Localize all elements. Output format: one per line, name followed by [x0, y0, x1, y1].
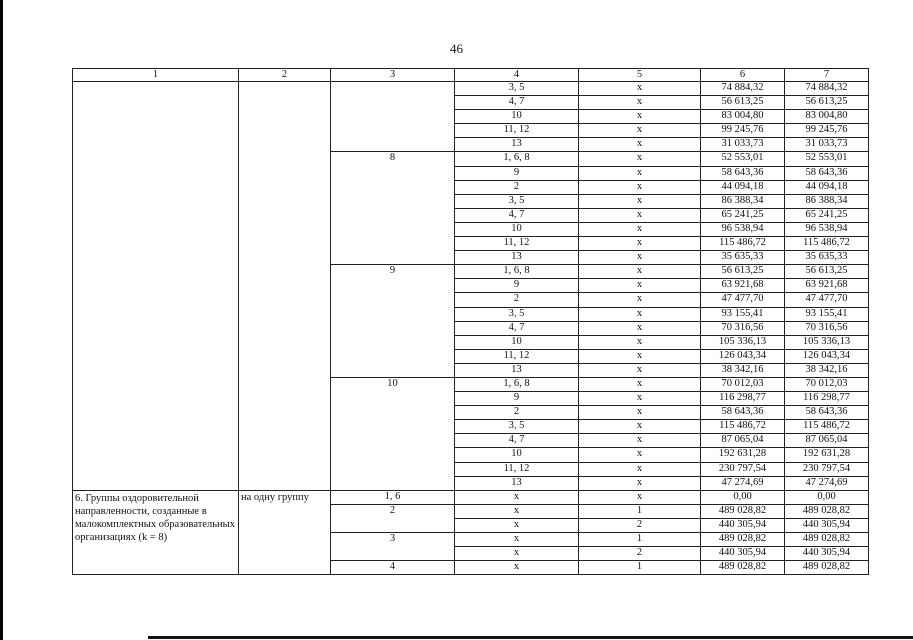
table-row: [73, 490, 869, 504]
cell-col6: 99 245,76: [701, 124, 785, 138]
cell-col4: 9: [455, 166, 579, 180]
cell-col5: 2: [579, 547, 701, 561]
cell-col6: 115 486,72: [701, 420, 785, 434]
cell-col7: 56 613,25: [785, 96, 869, 110]
cell-col6: 83 004,80: [701, 110, 785, 124]
cell-col4: 2: [455, 293, 579, 307]
cell-col3-empty: [331, 82, 455, 152]
cell-col7: 93 155,41: [785, 307, 869, 321]
cell-col6: 47 274,69: [701, 476, 785, 490]
cell-col6: 63 921,68: [701, 279, 785, 293]
cell-col5: 1: [579, 561, 701, 575]
cell-col5: 1: [579, 504, 701, 518]
cell-col6: 65 241,25: [701, 208, 785, 222]
cell-col6: 70 012,03: [701, 377, 785, 391]
cell-col6: 192 631,28: [701, 448, 785, 462]
cell-col5: x: [579, 476, 701, 490]
cell-col4: x: [455, 518, 579, 532]
cell-col5: x: [579, 194, 701, 208]
cell-col3: 9: [331, 265, 455, 378]
cell-col7: 70 316,56: [785, 321, 869, 335]
cell-col7: 489 028,82: [785, 561, 869, 575]
cell-col6: 96 538,94: [701, 222, 785, 236]
cell-col4: 3, 5: [455, 82, 579, 96]
cell-col5: x: [579, 392, 701, 406]
cell-col4: 4, 7: [455, 96, 579, 110]
cell-col5: x: [579, 265, 701, 279]
cell-col7: 52 553,01: [785, 152, 869, 166]
cell-col4: 1, 6, 8: [455, 377, 579, 391]
cell-col4: 3, 5: [455, 420, 579, 434]
cell-col7: 70 012,03: [785, 377, 869, 391]
cell-col3: 4: [331, 561, 455, 575]
cell-col6: 58 643,36: [701, 166, 785, 180]
cell-col4: 3, 5: [455, 194, 579, 208]
cell-col7: 35 635,33: [785, 251, 869, 265]
cell-col4: x: [455, 547, 579, 561]
cell-col4: x: [455, 490, 579, 504]
cell-col4: 4, 7: [455, 208, 579, 222]
cell-col3: 10: [331, 377, 455, 490]
cell-col5: x: [579, 420, 701, 434]
cell-col4: 11, 12: [455, 124, 579, 138]
cell-col4: 4, 7: [455, 321, 579, 335]
cell-col5: x: [579, 82, 701, 96]
cell-col7: 489 028,82: [785, 504, 869, 518]
cell-col7: 47 274,69: [785, 476, 869, 490]
cell-col4: 13: [455, 476, 579, 490]
cell-col7: 38 342,16: [785, 363, 869, 377]
cell-col5: x: [579, 307, 701, 321]
cell-col7: 192 631,28: [785, 448, 869, 462]
cell-col5: x: [579, 462, 701, 476]
cell-col6: 31 033,73: [701, 138, 785, 152]
cell-col4: 13: [455, 138, 579, 152]
cell-col6: 35 635,33: [701, 251, 785, 265]
cell-col4: 10: [455, 448, 579, 462]
cell-col5: x: [579, 237, 701, 251]
cell-col5: x: [579, 222, 701, 236]
header-cell: 2: [239, 69, 331, 82]
cell-col7: 74 884,32: [785, 82, 869, 96]
cell-col6: 56 613,25: [701, 96, 785, 110]
cell-col7: 0,00: [785, 490, 869, 504]
page-edge-bottom: [148, 636, 913, 639]
cell-col6: 93 155,41: [701, 307, 785, 321]
cell-col7: 489 028,82: [785, 533, 869, 547]
cell-col5: x: [579, 251, 701, 265]
cell-col7: 115 486,72: [785, 420, 869, 434]
cell-col7: 115 486,72: [785, 237, 869, 251]
cell-col7: 440 305,94: [785, 547, 869, 561]
cell-col5: x: [579, 448, 701, 462]
cell-col6: 47 477,70: [701, 293, 785, 307]
cell-col7: 44 094,18: [785, 180, 869, 194]
cell-col5: x: [579, 406, 701, 420]
cell-col4: 10: [455, 110, 579, 124]
cell-col4: 10: [455, 335, 579, 349]
cell-col6: 0,00: [701, 490, 785, 504]
page-edge-left: [0, 0, 3, 640]
cell-col4: 11, 12: [455, 349, 579, 363]
cell-col3: 8: [331, 152, 455, 265]
cell-col6: 489 028,82: [701, 504, 785, 518]
cell-col5: x: [579, 124, 701, 138]
cell-col4: 3, 5: [455, 307, 579, 321]
cell-col4: 2: [455, 406, 579, 420]
cell-col5: x: [579, 349, 701, 363]
cell-col7: 105 336,13: [785, 335, 869, 349]
cell-col3: 2: [331, 504, 455, 532]
cell-col7: 116 298,77: [785, 392, 869, 406]
cell-col7: 65 241,25: [785, 208, 869, 222]
cell-col5: x: [579, 490, 701, 504]
cell-col5: x: [579, 110, 701, 124]
page-number: 46: [450, 41, 463, 56]
cell-col5: x: [579, 377, 701, 391]
cell-col4: 13: [455, 363, 579, 377]
cell-col6: 126 043,34: [701, 349, 785, 363]
cell-col5: x: [579, 434, 701, 448]
cell-col6: 74 884,32: [701, 82, 785, 96]
cell-col7: 83 004,80: [785, 110, 869, 124]
cell-col6: 86 388,34: [701, 194, 785, 208]
cell-col7: 31 033,73: [785, 138, 869, 152]
cell-col4: 9: [455, 392, 579, 406]
group-basis-cell: на одну группу: [239, 490, 331, 575]
cell-col3: 1, 6: [331, 490, 455, 504]
cell-col5: x: [579, 321, 701, 335]
cell-col7: 58 643,36: [785, 166, 869, 180]
cell-col5: x: [579, 166, 701, 180]
cell-col4: 2: [455, 180, 579, 194]
cell-col5: x: [579, 152, 701, 166]
cell-col5: x: [579, 279, 701, 293]
cell-col4: 4, 7: [455, 434, 579, 448]
header-row: [73, 69, 869, 82]
table-row: [73, 82, 869, 96]
group-name-cell: 6. Группы оздоровительной направленности, созданные в малокомплектных образовательных организациях (k = 8): [73, 490, 239, 575]
cell-col5: x: [579, 363, 701, 377]
cell-col5: 2: [579, 518, 701, 532]
cell-col6: 70 316,56: [701, 321, 785, 335]
cell-col5: x: [579, 208, 701, 222]
header-cell: 1: [73, 69, 239, 82]
cell-col6: 489 028,82: [701, 533, 785, 547]
cell-col4: 1, 6, 8: [455, 265, 579, 279]
cell-col7: 230 797,54: [785, 462, 869, 476]
cell-col4: 1, 6, 8: [455, 152, 579, 166]
cell-col6: 56 613,25: [701, 265, 785, 279]
table-body: [73, 82, 869, 575]
cell-col5: x: [579, 293, 701, 307]
cell-col7: 86 388,34: [785, 194, 869, 208]
cell-col4: 11, 12: [455, 237, 579, 251]
cell-col5: 1: [579, 533, 701, 547]
cell-col3: 3: [331, 533, 455, 561]
cell-col6: 87 065,04: [701, 434, 785, 448]
cell-col6: 440 305,94: [701, 518, 785, 532]
cell-col4: x: [455, 533, 579, 547]
cell-col6: 105 336,13: [701, 335, 785, 349]
cell-col7: 126 043,34: [785, 349, 869, 363]
cell-col7: 87 065,04: [785, 434, 869, 448]
cell-col4: x: [455, 561, 579, 575]
cell-col5: x: [579, 335, 701, 349]
cell-col7: 99 245,76: [785, 124, 869, 138]
header-cell: 7: [785, 69, 869, 82]
tariff-table: [72, 68, 869, 575]
cell-col7: 96 538,94: [785, 222, 869, 236]
cell-col5: x: [579, 138, 701, 152]
header-cell: 6: [701, 69, 785, 82]
cell-col6: 230 797,54: [701, 462, 785, 476]
cell-col6: 44 094,18: [701, 180, 785, 194]
cell-col7: 63 921,68: [785, 279, 869, 293]
header-cell: 5: [579, 69, 701, 82]
cell-col5: x: [579, 96, 701, 110]
cell-col6: 489 028,82: [701, 561, 785, 575]
header-cell: 4: [455, 69, 579, 82]
cell-col4: 9: [455, 279, 579, 293]
cell-col6: 52 553,01: [701, 152, 785, 166]
cell-col4: x: [455, 504, 579, 518]
cell-col4: 10: [455, 222, 579, 236]
cell-col7: 47 477,70: [785, 293, 869, 307]
cell-col6: 115 486,72: [701, 237, 785, 251]
cell-col5: x: [579, 180, 701, 194]
cell-col6: 58 643,36: [701, 406, 785, 420]
cell-col1-empty: [73, 82, 239, 491]
cell-col4: 11, 12: [455, 462, 579, 476]
cell-col7: 58 643,36: [785, 406, 869, 420]
cell-col2-empty: [239, 82, 331, 491]
cell-col7: 56 613,25: [785, 265, 869, 279]
cell-col6: 440 305,94: [701, 547, 785, 561]
cell-col4: 13: [455, 251, 579, 265]
cell-col6: 116 298,77: [701, 392, 785, 406]
cell-col7: 440 305,94: [785, 518, 869, 532]
cell-col6: 38 342,16: [701, 363, 785, 377]
header-cell: 3: [331, 69, 455, 82]
